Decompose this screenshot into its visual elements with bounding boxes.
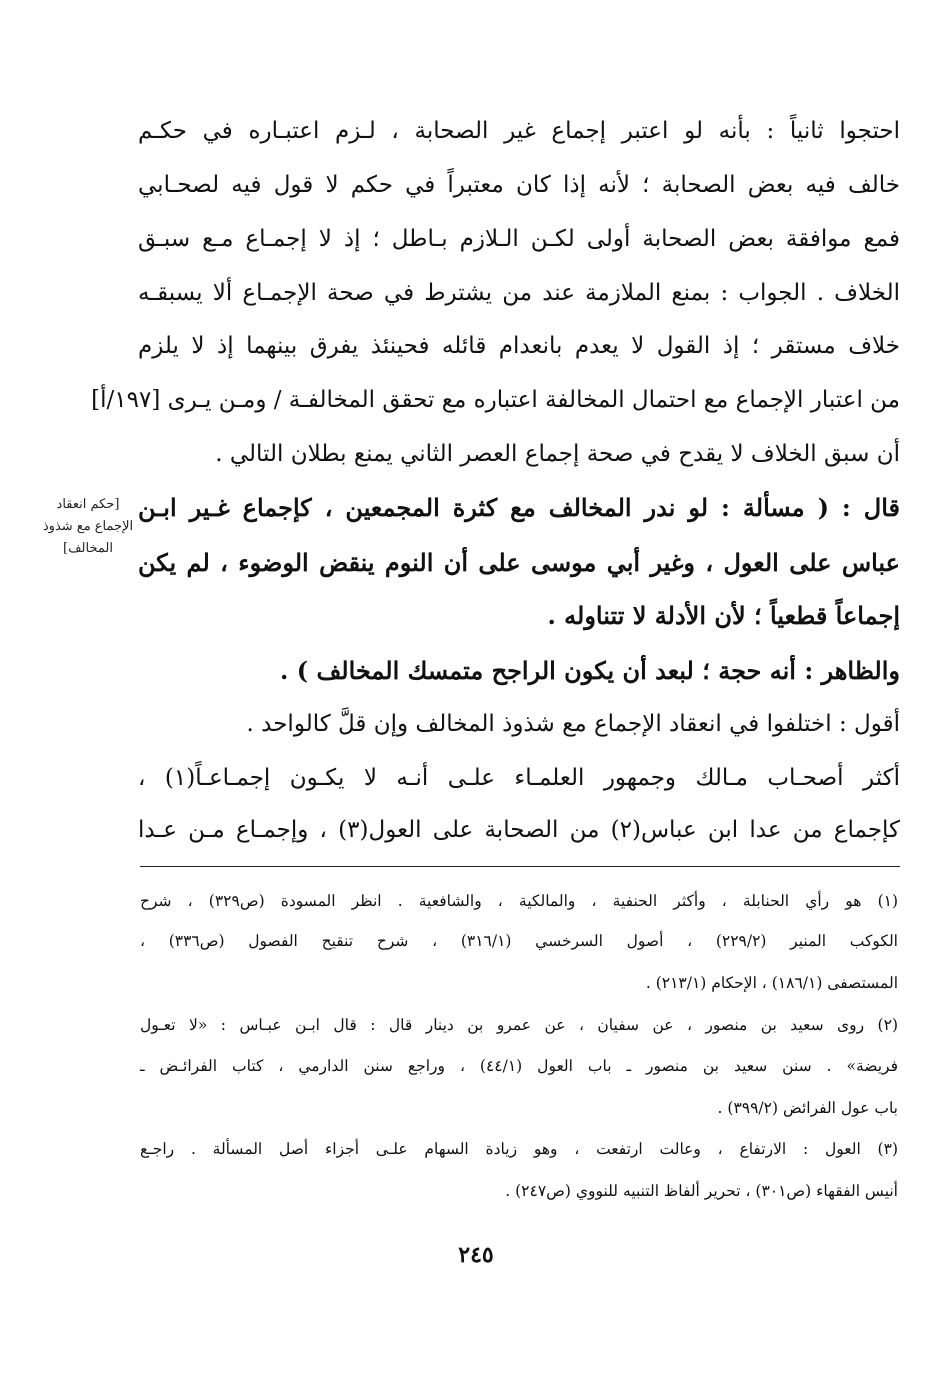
quote-line-4: والظاهر : أنه حجة ؛ لبعد أن يكون الراجح متمسك المخالف ) .: [280, 656, 900, 685]
body-line-4: الخلاف . الجواب : بمنع الملازمة عند من يشترط في صحة الإجمـاع ألا يسبقـه: [138, 280, 900, 306]
footnote-separator: [140, 866, 900, 867]
footnote-1-line-2: الكوكب المنير (٢٢٩/٢) ، أصول السرخسي (٣١٦/١) ، شرح تنقيح الفصول (ص٣٣٦) ،: [140, 932, 898, 950]
body-line-6: من اعتبار الإجماع مع احتمال المخالفة اعتباره مع تحقق المخالفـة / ومـن يـرى [١٩٧/أ]: [91, 387, 900, 413]
margin-note: [حكم انعقاد الإجماع مع شذوذ المخالف]: [42, 497, 134, 556]
quote-line-1: قال : ( مسألة : لو ندر المخالف مع كثرة المجمعين ، كإجماع غـير ابـن: [138, 493, 900, 522]
quote-line-3: إجماعاً قطعياً ؛ لأن الأدلة لا تتناوله .: [547, 601, 900, 630]
quote-line-2: عباس على العول ، وغير أبي موسى على أن النوم ينقض الوضوء ، لم يكن: [138, 548, 900, 577]
page-number: ٢٤٥: [458, 1242, 494, 1268]
footnote-2-line-3: باب عول الفرائض (٣٩٩/٢) .: [717, 1099, 898, 1117]
commentary-line-1: أقول : اختلفوا في انعقاد الإجماع مع شذوذ المخالف وإن قلَّ كالواحد .: [246, 711, 900, 737]
body-line-1: احتجوا ثانياً : بأنه لو اعتبر إجماع غير الصحابة ، لـزم اعتبـاره في حكـم: [138, 118, 900, 144]
commentary-line-3: كإجماع من عدا ابن عباس(٢) من الصحابة على العول(٣) ، وإجمـاع مـن عـدا: [138, 817, 900, 843]
footnote-2-line-1: (٢) روى سعيد بن منصور ، عن سفيان ، عن عمرو بن دينار قال : قال ابـن عبـاس : «لا تعـول: [140, 1016, 898, 1034]
footnote-1-line-1: (١) هو رأي الحنابلة ، وأكثر الحنفية ، والمالكية ، والشافعية . انظر المسودة (ص٣٢٩) ، شرح: [140, 892, 899, 910]
body-line-2: خالف فيه بعض الصحابة ؛ لأنه إذا كان معتبراً في حكم لا قول فيه لصحـابي: [138, 172, 900, 198]
footnote-2-line-2: فريضة» . سنن سعيد بن منصور ـ باب العول (٤٤/١) ، وراجع سنن الدارمي ، كتاب الفرائـض ـ: [140, 1057, 899, 1075]
footnote-3-line-2: أنيس الفقهاء (ص٣٠١) ، تحرير ألفاظ التنبيه للنووي (ص٢٤٧) .: [505, 1182, 898, 1200]
body-line-5: خلاف مستقر ؛ إذ القول لا يعدم بانعدام قائله فحينئذ يفرق بينهما إذ لا يلزم: [138, 333, 900, 359]
footnote-3-line-1: (٣) العول : الارتفاع ، وعالت ارتفعت ، وهو زيادة السهام علـى أجزاء أصل المسألة . راجـع: [140, 1140, 898, 1158]
commentary-line-2: أكثر أصحـاب مـالك وجمهور العلمـاء علـى أنـه لا يكـون إجمـاعـاً(١) ،: [138, 765, 900, 791]
footnote-1-line-3: المستصفى (١٨٦/١) ، الإحكام (٢١٣/١) .: [645, 974, 898, 992]
body-line-7: أن سبق الخلاف لا يقدح في صحة إجماع العصر الثاني يمنع بطلان التالي .: [215, 441, 900, 467]
body-line-3: فمع موافقة بعض الصحابة أولى لكـن الـلازم بـاطل ؛ إذ لا إجمـاع مـع سبـق: [138, 226, 900, 252]
